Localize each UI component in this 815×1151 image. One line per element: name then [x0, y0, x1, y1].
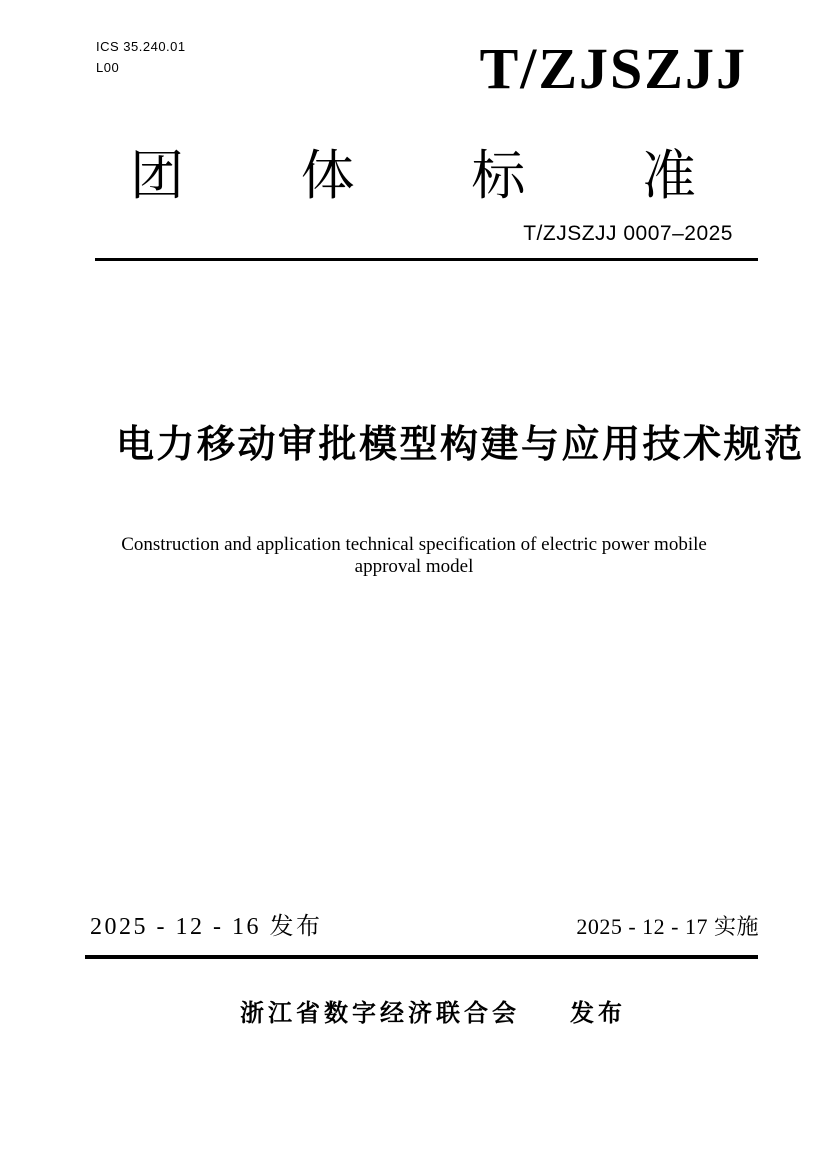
issue-date: 2025 - 12 - 16 发布 — [90, 914, 323, 940]
implementation-date: 2025 - 12 - 17 实施 — [576, 914, 759, 939]
footer-rule — [85, 955, 758, 959]
classification-code: L00 — [96, 60, 120, 75]
standard-title-en — [14, 534, 814, 578]
publisher-name: 浙江省数字经济联合会 — [240, 1000, 520, 1027]
ics-block — [96, 36, 186, 78]
publish-action-label: 发布 — [570, 1000, 626, 1027]
doc-type-char: 体 — [300, 146, 355, 206]
standard-number: T/ZJSZJJ 0007–2025 — [523, 222, 733, 245]
standard-org-code-logo: T/ZJSZJJ — [479, 36, 747, 101]
ics-code: ICS 35.240.01 — [96, 39, 186, 54]
doc-type-char: 准 — [641, 146, 696, 206]
standard-title-en-line: approval model — [354, 556, 474, 577]
doc-type-char: 标 — [471, 146, 526, 206]
doc-type-title — [130, 145, 696, 207]
header-rule — [95, 258, 758, 261]
publisher-line — [240, 999, 626, 1029]
standard-title-en-line: Construction and application technical specification of electric power mobile — [121, 534, 707, 555]
standard-title-zh: 电力移动审批模型构建与应用技术规范 — [116, 424, 805, 466]
doc-type-char: 团 — [130, 146, 184, 206]
